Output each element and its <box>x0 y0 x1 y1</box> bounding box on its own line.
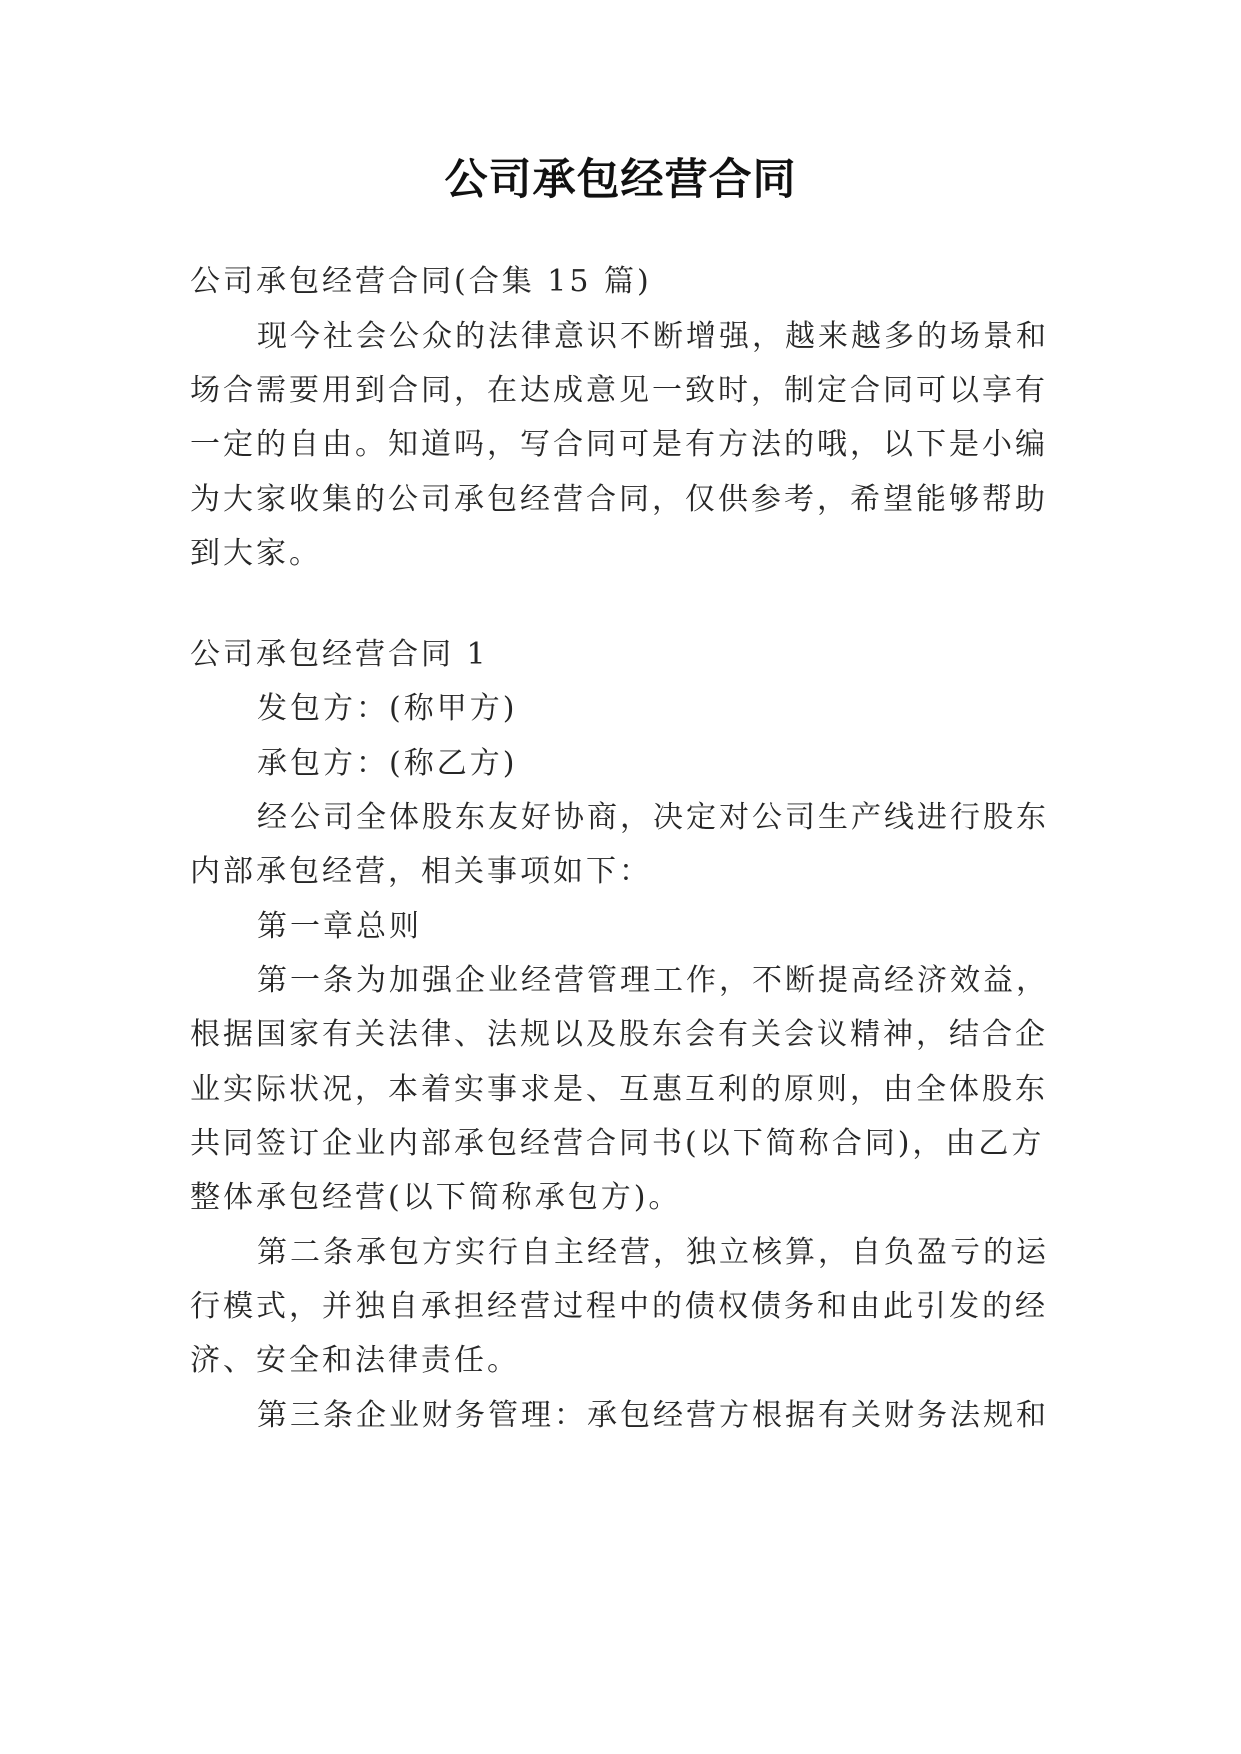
intro-line: 场合需要用到合同，在达成意见一致时，制定合同可以享有 <box>190 373 1048 408</box>
chapter-heading: 第一章总则 <box>257 909 422 944</box>
article-line: 第三条企业财务管理：承包经营方根据有关财务法规和 <box>257 1398 1049 1433</box>
intro-line: 为大家收集的公司承包经营合同，仅供参考，希望能够帮助 <box>190 482 1048 517</box>
party-a-line: 发包方：(称甲方) <box>257 691 518 726</box>
article-line: 第二条承包方实行自主经营，独立核算，自负盈亏的运 <box>257 1235 1049 1270</box>
article-line: 根据国家有关法律、法规以及股东会有关会议精神，结合企 <box>190 1017 1048 1052</box>
intro-line: 一定的自由。知道吗，写合同可是有方法的哦，以下是小编 <box>190 427 1048 462</box>
intro-line: 到大家。 <box>190 536 322 571</box>
intro-line: 现今社会公众的法律意识不断增强，越来越多的场景和 <box>257 319 1049 354</box>
article-line: 第一条为加强企业经营管理工作，不断提高经济效益， <box>257 963 1049 998</box>
article-line: 业实际状况，本着实事求是、互惠互利的原则，由全体股东 <box>190 1072 1048 1107</box>
article-line: 共同签订企业内部承包经营合同书(以下简称合同)，由乙方 <box>190 1126 1045 1161</box>
article-line: 行模式，并独自承担经营过程中的债权债务和由此引发的经 <box>190 1289 1048 1324</box>
section-heading: 公司承包经营合同 1 <box>190 637 489 672</box>
document-title: 公司承包经营合同 <box>444 155 797 205</box>
party-b-line: 承包方：(称乙方) <box>257 746 518 781</box>
collection-heading: 公司承包经营合同(合集 15 篇) <box>190 264 652 299</box>
body-line: 经公司全体股东友好协商，决定对公司生产线进行股东 <box>257 800 1049 835</box>
article-line: 济、安全和法律责任。 <box>190 1343 520 1378</box>
body-line: 内部承包经营，相关事项如下： <box>190 854 652 889</box>
article-line: 整体承包经营(以下简称承包方)。 <box>190 1180 682 1215</box>
